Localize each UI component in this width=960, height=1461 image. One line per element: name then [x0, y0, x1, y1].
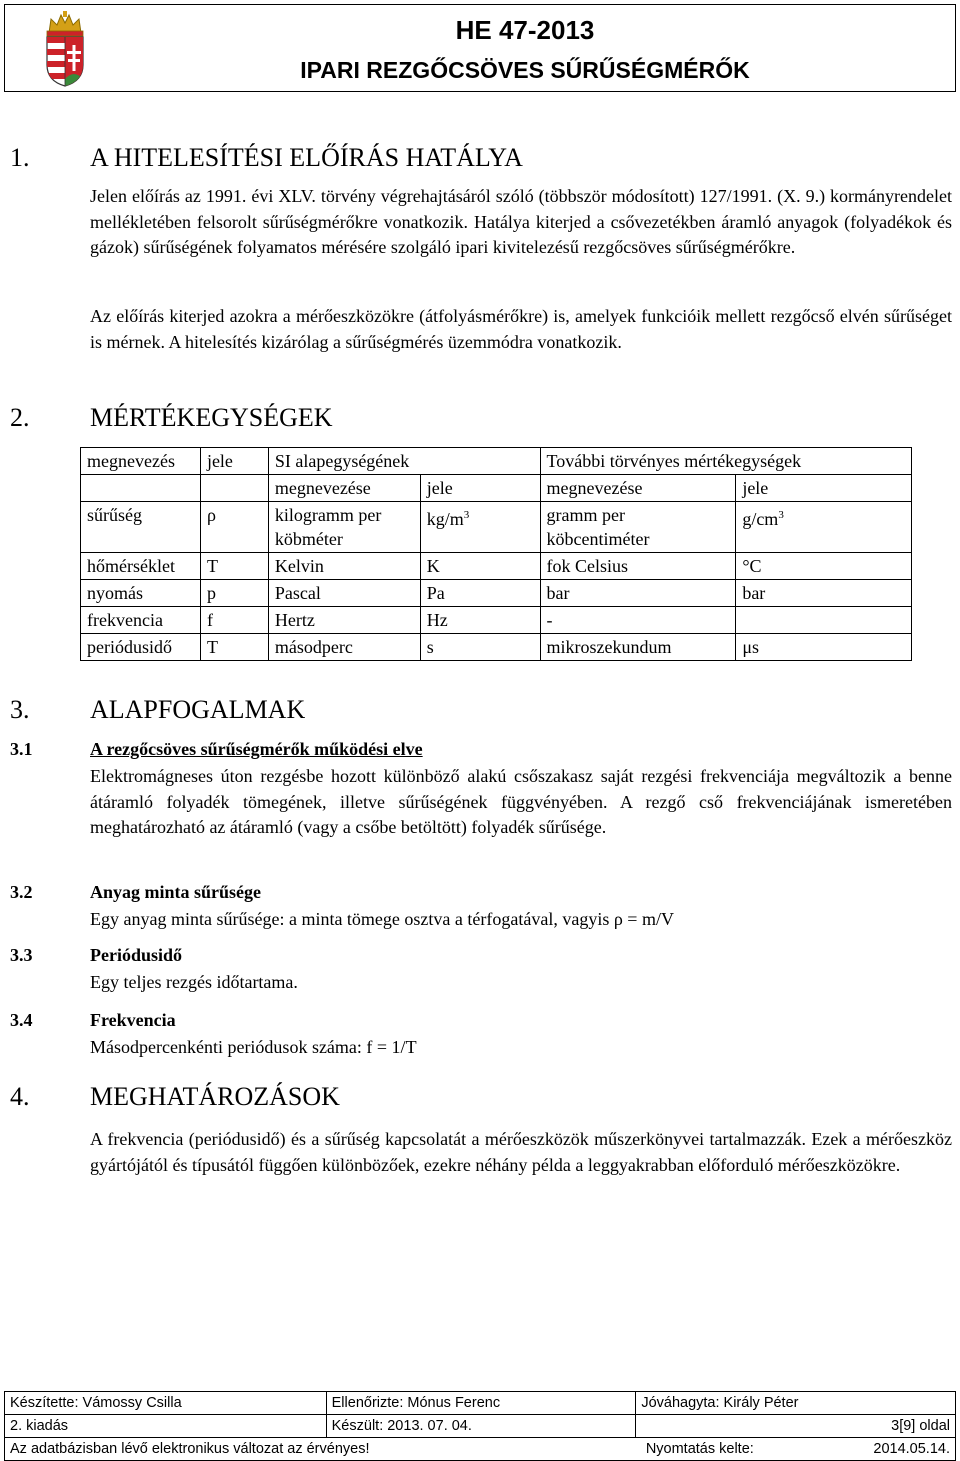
table-subheader-row: [81, 475, 912, 502]
section-number: 4.: [10, 1082, 30, 1111]
section-4-paragraph-1: A frekvencia (periódusidő) és a sűrűség kapcsolatát a mérőeszközök műszerkönyvei tartalmazzák. Ezek a mérőeszköz gyártójától és típusától függően különbözőek, ezekre néhány példa a leggyakrabban előforduló mérőeszközökre.: [90, 1129, 952, 1175]
table-cell: mikroszekundum: [540, 634, 736, 661]
table-cell: [200, 475, 268, 502]
table-cell: s: [420, 634, 540, 661]
table-cell: T: [200, 634, 268, 661]
table-row: [81, 580, 912, 607]
table-header-cell: megnevezés: [81, 448, 201, 475]
footer-date: Készült: 2013. 07. 04.: [326, 1415, 636, 1438]
table-cell: [420, 502, 540, 553]
footer-row: [5, 1438, 956, 1461]
table-cell: p: [200, 580, 268, 607]
table-cell: gramm per köbcentiméter: [540, 502, 736, 553]
subsection-text: Egy teljes rezgés időtartama.: [90, 972, 298, 992]
table-cell: [736, 607, 912, 634]
subsection-title: Anyag minta sűrűsége: [90, 882, 262, 902]
table-cell: másodperc: [268, 634, 420, 661]
unit-exponent: 3: [463, 509, 470, 521]
table-header-row: [81, 448, 912, 475]
table-cell: K: [420, 553, 540, 580]
footer-page: 3[9] oldal: [636, 1415, 956, 1438]
table-cell: nyomás: [81, 580, 201, 607]
table-header-cell: További törvényes mértékegységek: [540, 448, 912, 475]
table-row: [81, 607, 912, 634]
section-4-heading: [10, 1082, 340, 1112]
section-1-paragraph-1: Jelen előírás az 1991. évi XLV. törvény végrehajtásáról szóló (többször módosított) 127/1991. (X. 9.) kormányrendelet mellékletében felsorolt sűrűségmérőkre vonatkozik. Hatálya kiterjed a csővezetékben áramló anyagok (folyadékok és gázok) sűrűségének folyamatos mérésére szolgáló ipari kivitelezésű rezgőcsöves sűrűségmérőkre.: [90, 186, 952, 257]
footer-validity: Az adatbázisban lévő elektronikus változat az érvényes!: [5, 1438, 636, 1461]
footer-print-date: 2014.05.14.: [873, 1441, 950, 1457]
footer-approved: Jóváhagyta: Király Péter: [636, 1392, 956, 1415]
subsection-number: 3.1: [10, 739, 33, 759]
table-cell: kilogramm per köbméter: [268, 502, 420, 553]
table-cell: [736, 502, 912, 553]
section-number: 2.: [10, 403, 30, 432]
subsection-number: 3.2: [10, 882, 33, 902]
footer-print-label: Nyomtatás kelte:: [645, 1441, 754, 1457]
document-header: [4, 4, 956, 92]
section-2-heading: [10, 403, 333, 433]
subsection-text: Egy anyag minta sűrűsége: a minta tömege osztva a térfogatával, vagyis ρ = m/V: [90, 909, 674, 929]
table-header-cell: megnevezése: [268, 475, 420, 502]
table-cell: Pa: [420, 580, 540, 607]
table-cell: Pascal: [268, 580, 420, 607]
table-cell: T: [200, 553, 268, 580]
table-header-cell: jele: [420, 475, 540, 502]
table-cell: -: [540, 607, 736, 634]
table-cell: frekvencia: [81, 607, 201, 634]
unit-symbol: kg/m: [426, 509, 464, 529]
table-row: [81, 553, 912, 580]
table-cell: μs: [736, 634, 912, 661]
unit-symbol: g/cm: [742, 509, 779, 529]
subsection-text: Másodpercenkénti periódusok száma: f = 1/T: [90, 1037, 417, 1057]
footer-checked: Ellenőrizte: Mónus Ferenc: [326, 1392, 636, 1415]
document-code: HE 47-2013: [455, 15, 595, 45]
table-cell: f: [200, 607, 268, 634]
table-cell: Hertz: [268, 607, 420, 634]
unit-exponent: 3: [778, 509, 784, 521]
document-title: IPARI REZGŐCSÖVES SŰRŰSÉGMÉRŐK: [300, 57, 750, 83]
table-cell: periódusidő: [81, 634, 201, 661]
table-header-cell: megnevezése: [540, 475, 736, 502]
section-number: 3.: [10, 695, 30, 724]
subsection-number: 3.3: [10, 945, 33, 965]
document-footer: [4, 1391, 956, 1461]
section-title: MEGHATÁROZÁSOK: [90, 1082, 340, 1111]
section-1-heading: [10, 143, 523, 173]
footer-print: [636, 1438, 956, 1461]
table-cell: bar: [736, 580, 912, 607]
section-title: MÉRTÉKEGYSÉGEK: [90, 403, 333, 432]
table-row: [81, 502, 912, 553]
footer-edition: 2. kiadás: [5, 1415, 327, 1438]
section-number: 1.: [10, 143, 30, 172]
table-header-cell: jele: [200, 448, 268, 475]
table-cell: hőmérséklet: [81, 553, 201, 580]
section-title: A HITELESÍTÉSI ELŐÍRÁS HATÁLYA: [90, 143, 523, 172]
table-cell: Hz: [420, 607, 540, 634]
table-cell: sűrűség: [81, 502, 201, 553]
table-header-cell: jele: [736, 475, 912, 502]
subsection-title: Periódusidő: [90, 945, 183, 965]
subsection-number: 3.4: [10, 1010, 33, 1030]
footer-row: [5, 1415, 956, 1438]
table-cell: bar: [540, 580, 736, 607]
subsection-title: A rezgőcsöves sűrűségmérők működési elve: [90, 739, 423, 759]
footer-prepared: Készítette: Vámossy Csilla: [5, 1392, 327, 1415]
footer-row: [5, 1392, 956, 1415]
table-cell: °C: [736, 553, 912, 580]
table-cell: fok Celsius: [540, 553, 736, 580]
hungarian-coat-of-arms-icon: [41, 11, 89, 87]
table-cell: [81, 475, 201, 502]
table-header-cell: SI alapegységének: [268, 448, 540, 475]
table-row: [81, 634, 912, 661]
table-cell: ρ: [200, 502, 268, 553]
section-3-heading: [10, 695, 305, 725]
table-cell: Kelvin: [268, 553, 420, 580]
subsection-title: Frekvencia: [90, 1010, 176, 1030]
section-1-paragraph-2: Az előírás kiterjed azokra a mérőeszközökre (átfolyásmérőkre) is, amelyek funkcióik mellett rezgőcső elvén sűrűséget is mérnek. A hitelesítés kizárólag a sűrűségmérés üzemmódra vonatkozik.: [90, 306, 952, 352]
units-table: [80, 447, 912, 661]
subsection-text: Elektromágneses úton rezgésbe hozott különböző alakú csőszakasz saját rezgési frekvenciája megváltozik a benne átáramló folyadék tömegének, illetve sűrűségének függvényében. A rezgő cső frekvenciájának ismeretében meghatározható az átáramló (vagy a csőbe betöltött) folyadék sűrűsége.: [90, 766, 952, 837]
section-title: ALAPFOGALMAK: [90, 695, 306, 724]
